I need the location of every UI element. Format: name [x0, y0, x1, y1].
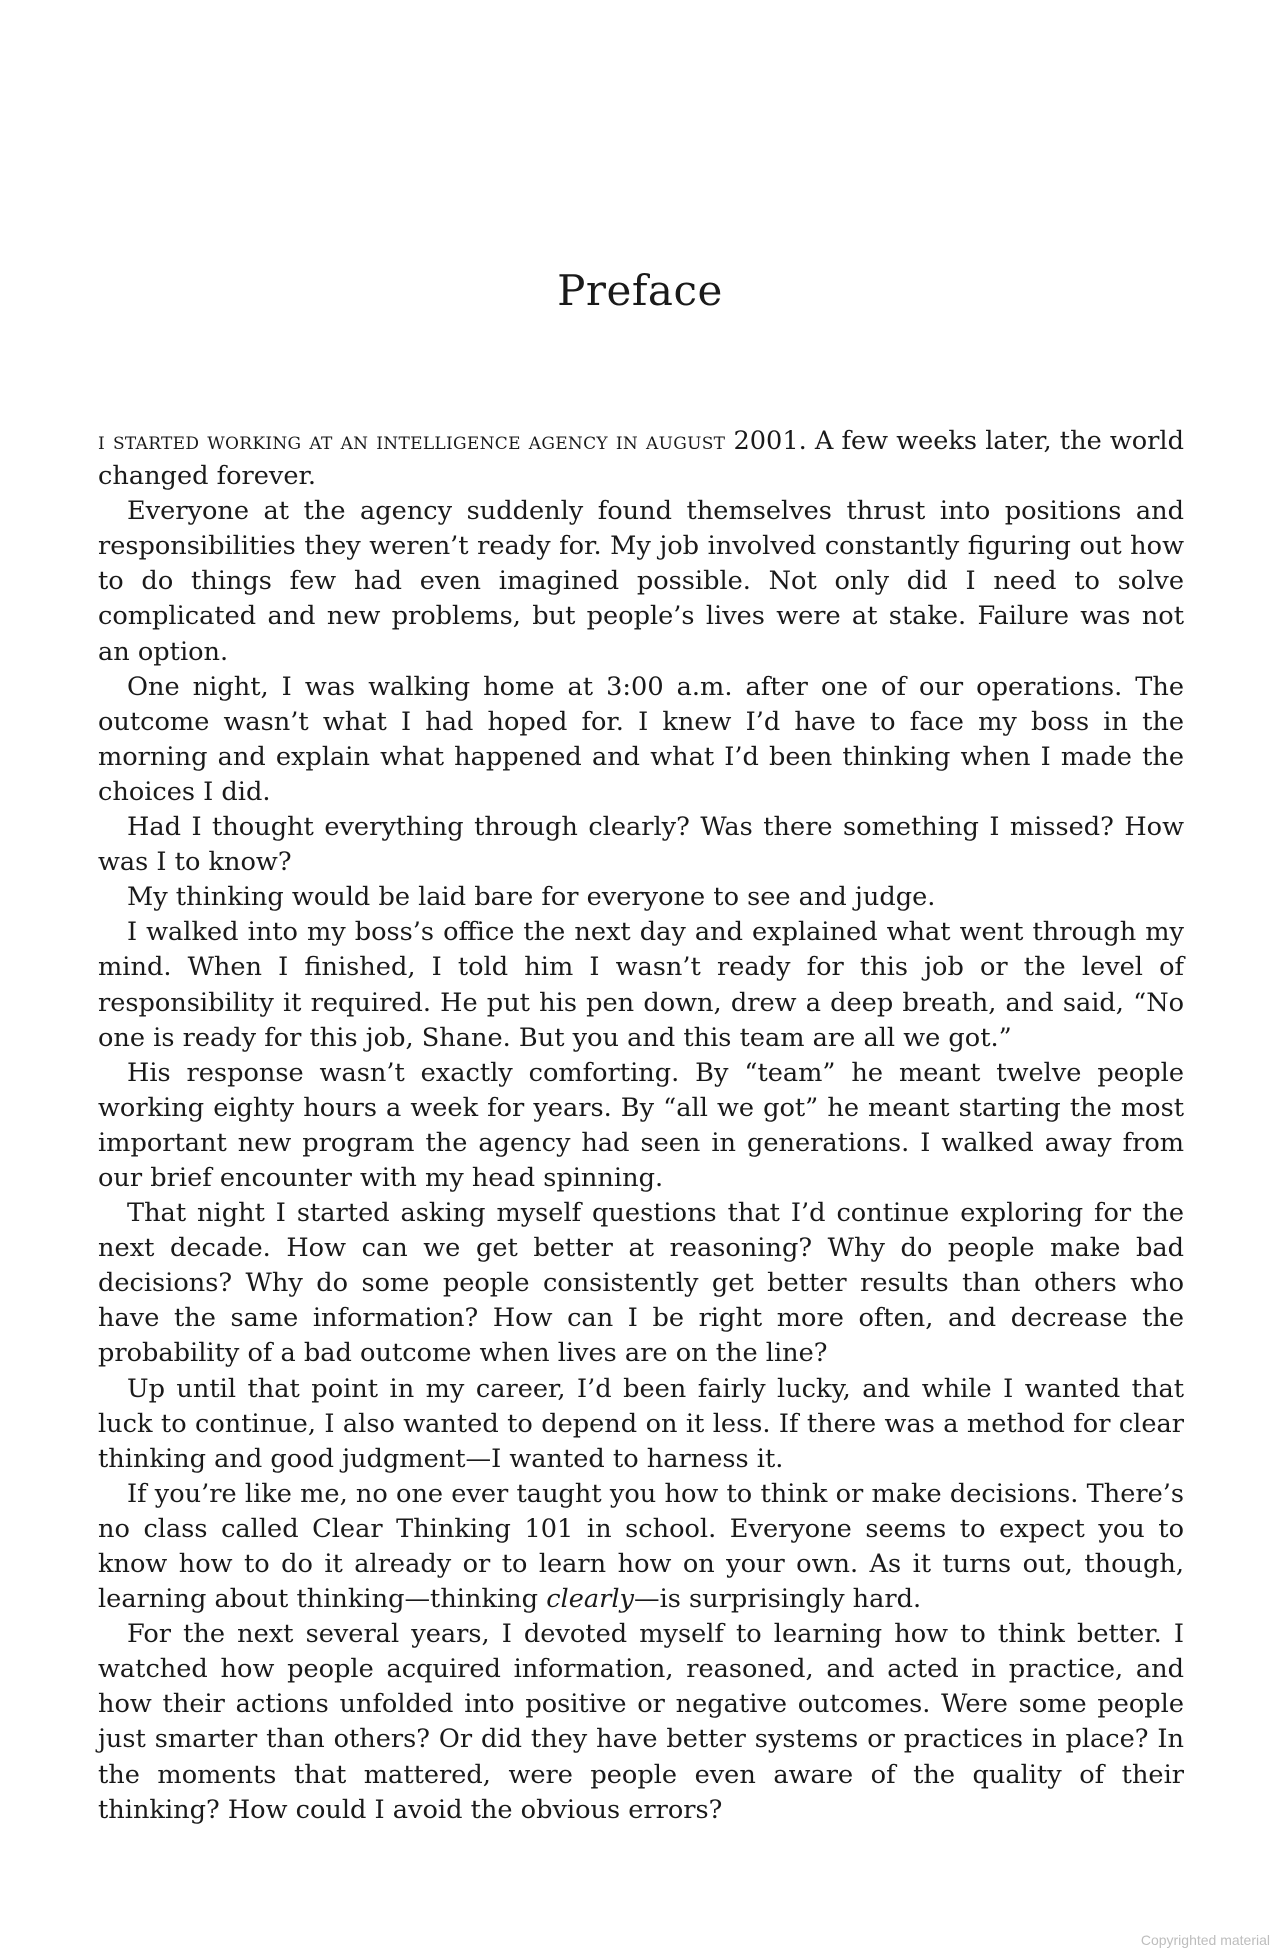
- paragraph: Up until that point in my career, I’d been fairly lucky, and while I wanted that luck to continue, I also wanted to depend on it less. If there was a method for clear thinking and good judgment—I wanted to harness it.: [98, 1373, 1184, 1474]
- paragraph: That night I started asking myself questions that I’d continue exploring for the next decade. How can we get better at reasoning? Why do people make bad decisions? Why do some people consistently get better results than others who have the same information? How can I be right more often, and decrease the probability of a bad outcome when lives are on the line?: [98, 1198, 1184, 1369]
- paragraph: His response wasn’t exactly comforting. By “team” he meant twelve people working eighty hours a week for years. By “all we got” he meant starting the most important new program the agency had seen in generations. I walked away from our brief encounter with my head spinning.: [98, 1057, 1184, 1193]
- paragraph: For the next several years, I devoted myself to learning how to think better. I watched how people acquired information, reasoned, and acted in practice, and how their actions unfolded into positive or negative outcomes. Were some people just smarter than others? Or did they have better systems or practices in place? In the moments that mattered, were people even aware of the quality of their thinking? How could I avoid the obvious errors?: [98, 1619, 1184, 1825]
- paragraph: Everyone at the agency suddenly found themselves thrust into positions and responsibilities they weren’t ready for. My job involved constantly figuring out how to do things few had even imagined possible. Not only did I need to solve complicated and new problems, but people’s lives were at stake. Failure was not an option.: [98, 496, 1184, 667]
- opening-paragraph: [98, 424, 1184, 494]
- paragraph: One night, I was walking home at 3:00 a.m. after one of our operations. The outcome wasn’t what I had hoped for. I knew I’d have to face my boss in the morning and explain what happened and what I’d been thinking when I made the choices I did.: [98, 671, 1184, 807]
- emphasis: clearly: [546, 1584, 634, 1615]
- paragraph: I walked into my boss’s office the next day and explained what went through my mind. When I finished, I told him I wasn’t ready for this job or the level of responsibility it required. He put his pen down, drew a deep breath, and said, “No one is ready for this job, Shane. But you and this team are all we got.”: [98, 917, 1184, 1053]
- paragraph: My thinking would be laid bare for everyone to see and judge.: [127, 882, 936, 913]
- paragraph-part: If you’re like me, no one ever taught you how to think or make decisions. There’s no class called Clear Thinking 101 in school. Everyone seems to expect you to know how to do it already or to learn how on your own. As it turns out, though, learning about thinking—thinking: [98, 1478, 1184, 1615]
- body-text: [98, 424, 1184, 1828]
- chapter-title: Preface: [557, 266, 723, 315]
- paragraph: Had I thought everything through clearly? Was there something I missed? How was I to know?: [98, 812, 1184, 878]
- paragraph-part: —is surprisingly hard.: [634, 1584, 922, 1615]
- paragraph-with-emphasis: [98, 1477, 1184, 1617]
- opening-smallcaps: i started working at an intelligence agency in august: [98, 427, 726, 455]
- opening-rest: 2001. A few weeks later, the world changed forever.: [98, 426, 1184, 492]
- copyright-watermark: Copyrighted material: [1140, 1932, 1270, 1948]
